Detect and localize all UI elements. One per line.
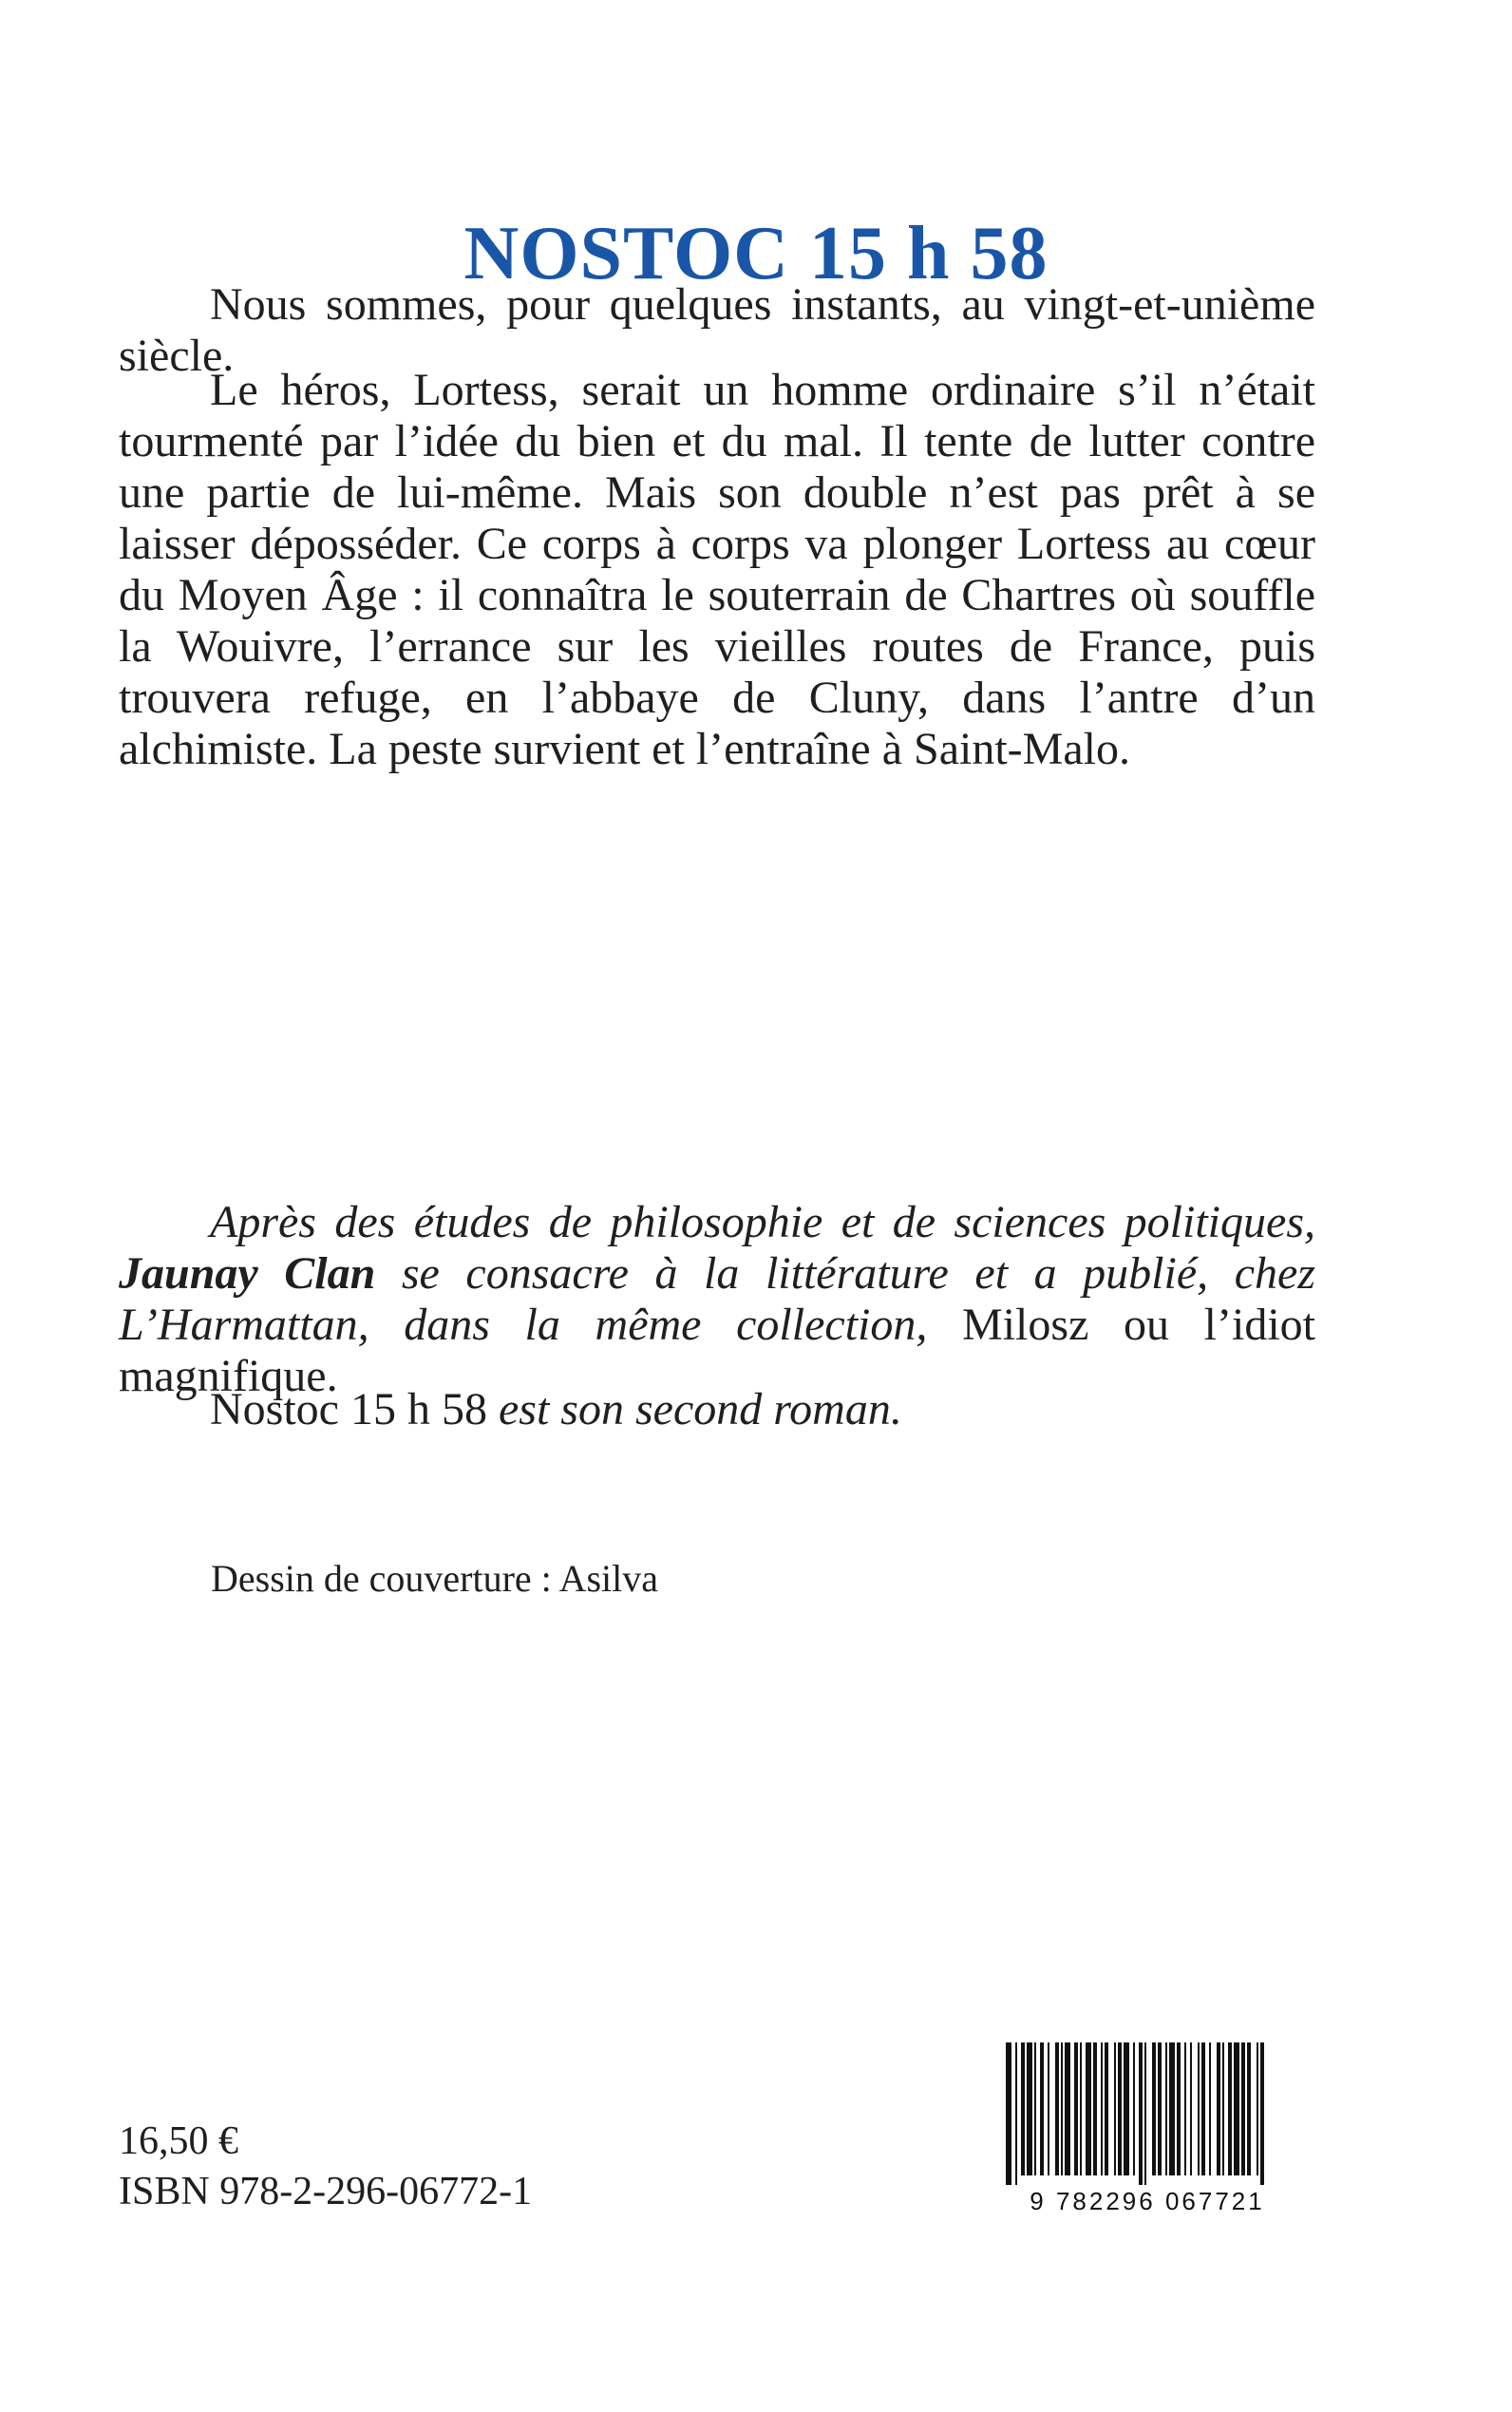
barcode-bar <box>1055 2042 1059 2175</box>
barcode-bar <box>1101 2042 1103 2175</box>
barcode-bar <box>1177 2042 1181 2175</box>
barcode-bar <box>1021 2042 1025 2175</box>
barcode-bar <box>1158 2042 1162 2175</box>
barcode-bar <box>1027 2042 1032 2175</box>
barcode-bar <box>1222 2042 1224 2175</box>
barcode-bar <box>1144 2042 1146 2185</box>
book-title: NOSTOC 15 h 58 <box>463 212 1049 295</box>
barcode-bar <box>1184 2042 1186 2175</box>
barcode-bar <box>1165 2042 1167 2175</box>
barcode-bar <box>1074 2042 1078 2175</box>
barcode-bar <box>1086 2042 1091 2175</box>
barcode-bar <box>1169 2042 1175 2175</box>
barcode-bar <box>1228 2042 1232 2175</box>
barcode-bar <box>1061 2042 1063 2175</box>
barcode-bar <box>1247 2042 1251 2175</box>
barcode-bar <box>1118 2042 1122 2175</box>
price: 16,50 € <box>119 2119 238 2163</box>
author-bio-intro: Après des études de philosophie et de sciences politiques, <box>210 1197 1315 1247</box>
previous-book-title: Milosz ou l’idiot magnifique. <box>119 1300 1315 1401</box>
author-bio <box>119 1197 1315 1402</box>
second-novel-line <box>119 1384 1315 1435</box>
novel-title-inline: Nostoc 15 h 58 <box>210 1384 487 1434</box>
synopsis-paragraph-2: Le héros, Lortess, serait un homme ordinaire s’il n’était tourmenté par l’idée du bien et du mal. Il tente de lutter contre une partie de lui-même. Mais son double n’est pas prêt à se laisser déposséder. Ce corps à corps va plonger Lortess au cœur du Moyen Âge : il connaîtra le souterrain de Chartres où souffle la Wouivre, l’errance sur les vieilles routes de France, puis trouvera refuge, en l’abbaye de Cluny, dans l’antre d’un alchimiste. La peste survient et l’entraîne à Saint-Malo. <box>119 365 1315 774</box>
barcode-bar <box>1124 2042 1129 2175</box>
barcode-bar <box>1198 2042 1200 2175</box>
barcode-bar <box>1234 2042 1239 2175</box>
author-name: Jaunay Clan <box>119 1248 376 1299</box>
barcode-digits: 9 782296 067721 <box>1030 2187 1265 2215</box>
barcode-bar <box>1114 2042 1116 2175</box>
barcode-bar <box>1241 2042 1245 2175</box>
barcode-bar <box>1257 2042 1258 2175</box>
barcode-bar <box>1093 2042 1097 2175</box>
barcode-bar <box>1040 2042 1044 2175</box>
barcode-graphic <box>1000 2041 1295 2216</box>
barcode-bar <box>1034 2042 1036 2175</box>
second-novel-text: est son second roman. <box>486 1384 902 1434</box>
barcode-bar <box>1209 2042 1211 2175</box>
synopsis-paragraph-1: Nous sommes, pour quelques instants, au vingt-et-unième siècle. <box>119 279 1315 381</box>
barcode-bar <box>1152 2042 1156 2175</box>
barcode-bar <box>1015 2042 1017 2185</box>
isbn: ISBN 978-2-296-06772-1 <box>119 2170 533 2213</box>
barcode-bar <box>1217 2042 1220 2175</box>
cover-credit: Dessin de couverture : Asilva <box>211 1557 658 1600</box>
barcode-bar <box>1133 2042 1135 2175</box>
author-bio-middle: se consacre à la littérature et a publié, chez L’Harmattan, dans la même collection, <box>119 1248 1315 1350</box>
barcode-bar <box>1190 2042 1192 2175</box>
barcode-bar <box>1201 2042 1205 2175</box>
barcode-bar <box>1048 2042 1049 2175</box>
barcode-bar <box>1139 2042 1143 2185</box>
barcode-bar <box>1080 2042 1082 2175</box>
barcode <box>1000 2041 1295 2216</box>
barcode-bar <box>1260 2042 1264 2185</box>
barcode-bar <box>1006 2042 1011 2185</box>
barcode-bar <box>1065 2042 1070 2175</box>
barcode-bar <box>1105 2042 1108 2175</box>
